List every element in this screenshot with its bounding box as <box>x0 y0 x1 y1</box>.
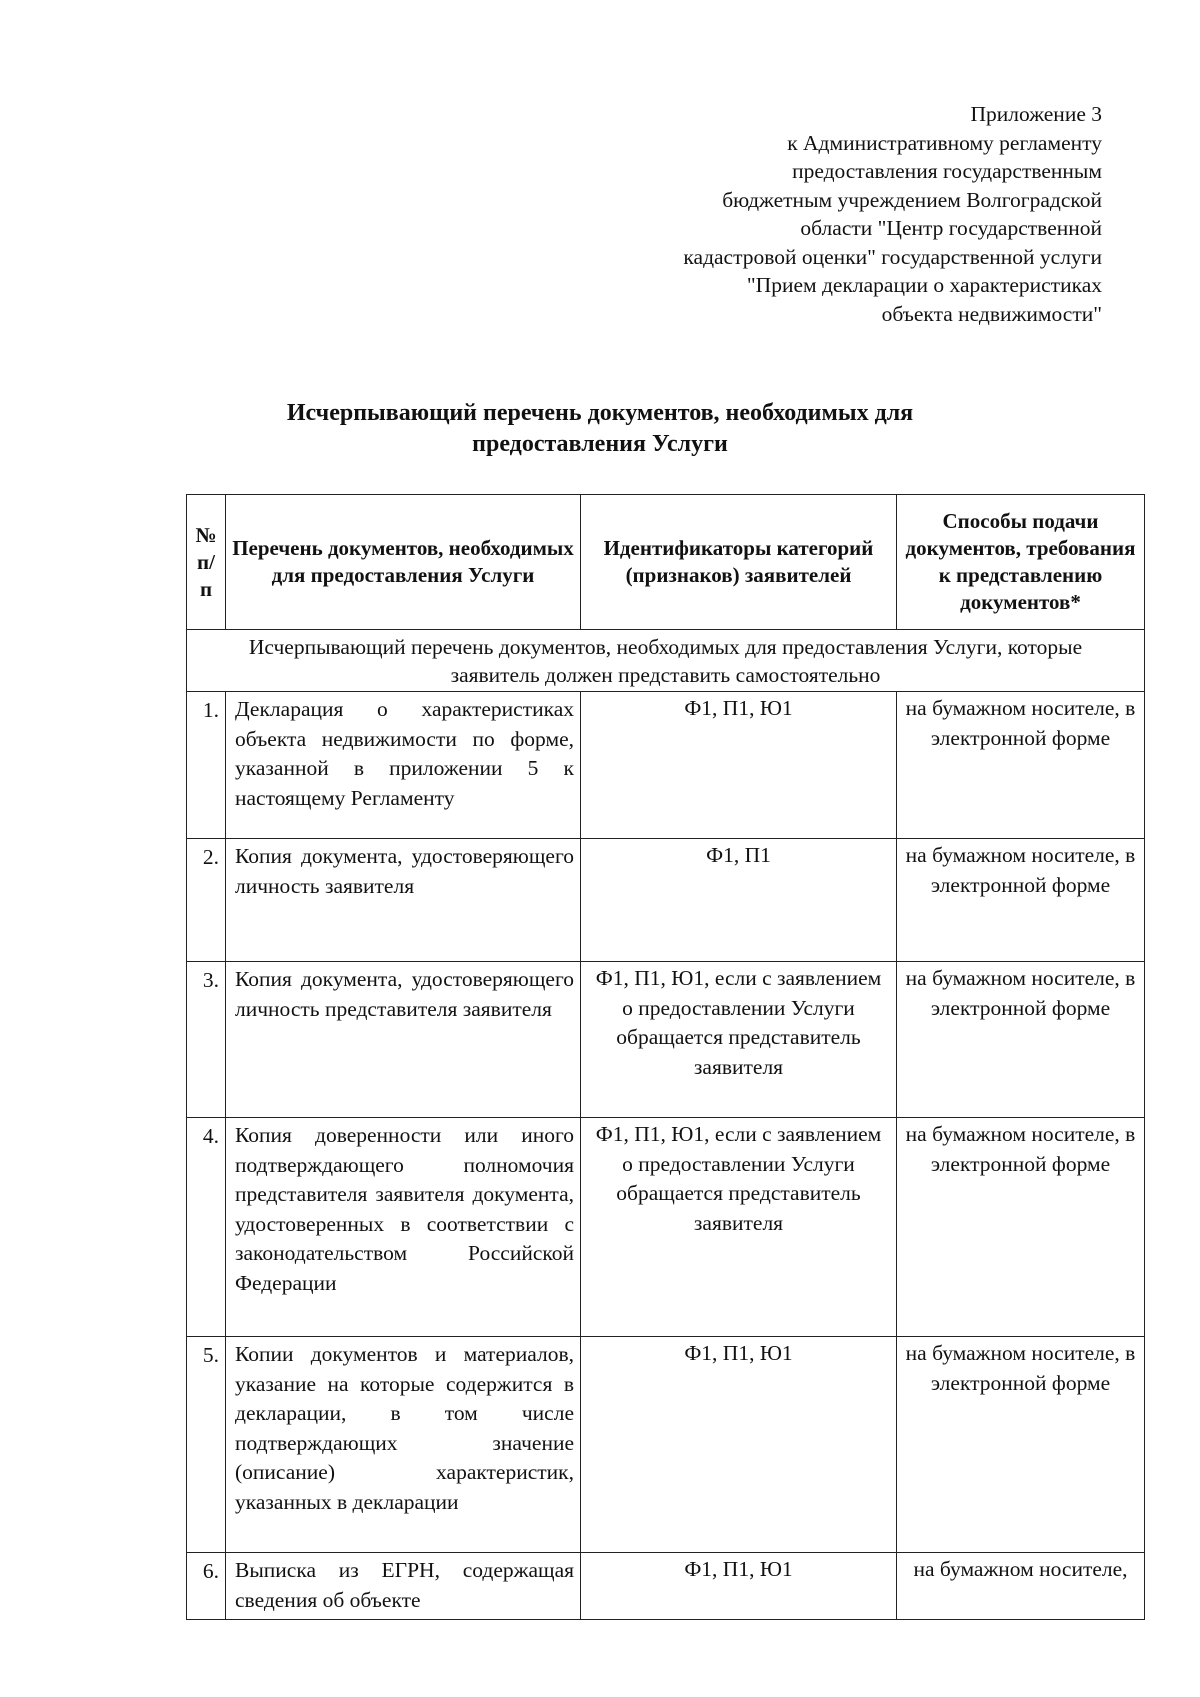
row-categories: Ф1, П1, Ю1 <box>581 692 897 839</box>
row-number: 2. <box>187 839 226 962</box>
row-document: Копии документов и материалов, указание на которые содержится в декларации, в том числе подтверждающих значение (описание) характеристик, указанных в декларации <box>226 1337 581 1553</box>
row-categories: Ф1, П1 <box>581 839 897 962</box>
appendix-line: Приложение 3 <box>970 102 1102 126</box>
row-document: Копия доверенности или иного подтверждающего полномочия представителя заявителя документа, удостоверенных в соответствии с законодательством Российской Федерации <box>226 1118 581 1337</box>
row-number: 3. <box>187 962 226 1118</box>
documents-table-wrapper <box>186 494 1145 1620</box>
table-row <box>187 962 1145 1118</box>
header-categories: Идентификаторы категорий (признаков) заявителей <box>581 495 897 630</box>
document-title-line: Исчерпывающий перечень документов, необходимых для <box>286 400 914 426</box>
table-row <box>187 692 1145 839</box>
row-method: на бумажном носителе, в электронной форме <box>897 692 1145 839</box>
section-row <box>187 630 1145 692</box>
row-categories: Ф1, П1, Ю1 <box>581 1553 897 1620</box>
document-title <box>180 398 1020 460</box>
header-documents: Перечень документов, необходимых для предоставления Услуги <box>226 495 581 630</box>
table-header-row <box>187 495 1145 630</box>
row-method: на бумажном носителе, в электронной форме <box>897 962 1145 1118</box>
row-document: Копия документа, удостоверяющего личность представителя заявителя <box>226 962 581 1118</box>
row-document: Декларация о характеристиках объекта недвижимости по форме, указанной в приложении 5 к настоящему Регламенту <box>226 692 581 839</box>
row-document: Выписка из ЕГРН, содержащая сведения об объекте <box>226 1553 581 1620</box>
table-row <box>187 839 1145 962</box>
appendix-line: предоставления государственным <box>792 159 1102 183</box>
appendix-line: "Прием декларации о характеристиках <box>746 273 1102 297</box>
appendix-line: кадастровой оценки" государственной услуги <box>683 244 1102 269</box>
row-number: 5. <box>187 1337 226 1553</box>
appendix-line: области "Центр государственной <box>800 216 1102 240</box>
row-number: 4. <box>187 1118 226 1337</box>
document-title-line: предоставления Услуги <box>472 431 728 457</box>
table-row <box>187 1553 1145 1620</box>
row-number: 6. <box>187 1553 226 1620</box>
row-categories: Ф1, П1, Ю1, если с заявлением о предоставлении Услуги обращается представитель заявителя <box>581 962 897 1118</box>
appendix-line: к Административному регламенту <box>787 130 1102 155</box>
row-method: на бумажном носителе, в электронной форме <box>897 839 1145 962</box>
header-num: № п/п <box>187 495 226 630</box>
table-row <box>187 1337 1145 1553</box>
row-categories: Ф1, П1, Ю1 <box>581 1337 897 1553</box>
section-title: Исчерпывающий перечень документов, необходимых для предоставления Услуги, которые заявитель должен представить самостоятельно <box>187 630 1145 692</box>
appendix-line: объекта недвижимости" <box>881 301 1102 326</box>
header-methods: Способы подачи документов, требования к представлению документов* <box>897 495 1145 630</box>
table-row <box>187 1118 1145 1337</box>
row-method: на бумажном носителе, в электронной форме <box>897 1118 1145 1337</box>
row-categories: Ф1, П1, Ю1, если с заявлением о предоставлении Услуги обращается представитель заявителя <box>581 1118 897 1337</box>
row-number: 1. <box>187 692 226 839</box>
row-method: на бумажном носителе, в электронной форме <box>897 1337 1145 1553</box>
appendix-line: бюджетным учреждением Волгоградской <box>722 187 1102 212</box>
row-document: Копия документа, удостоверяющего личность заявителя <box>226 839 581 962</box>
row-method: на бумажном носителе, <box>897 1553 1145 1620</box>
appendix-header <box>542 100 1102 328</box>
documents-table <box>186 494 1145 1620</box>
